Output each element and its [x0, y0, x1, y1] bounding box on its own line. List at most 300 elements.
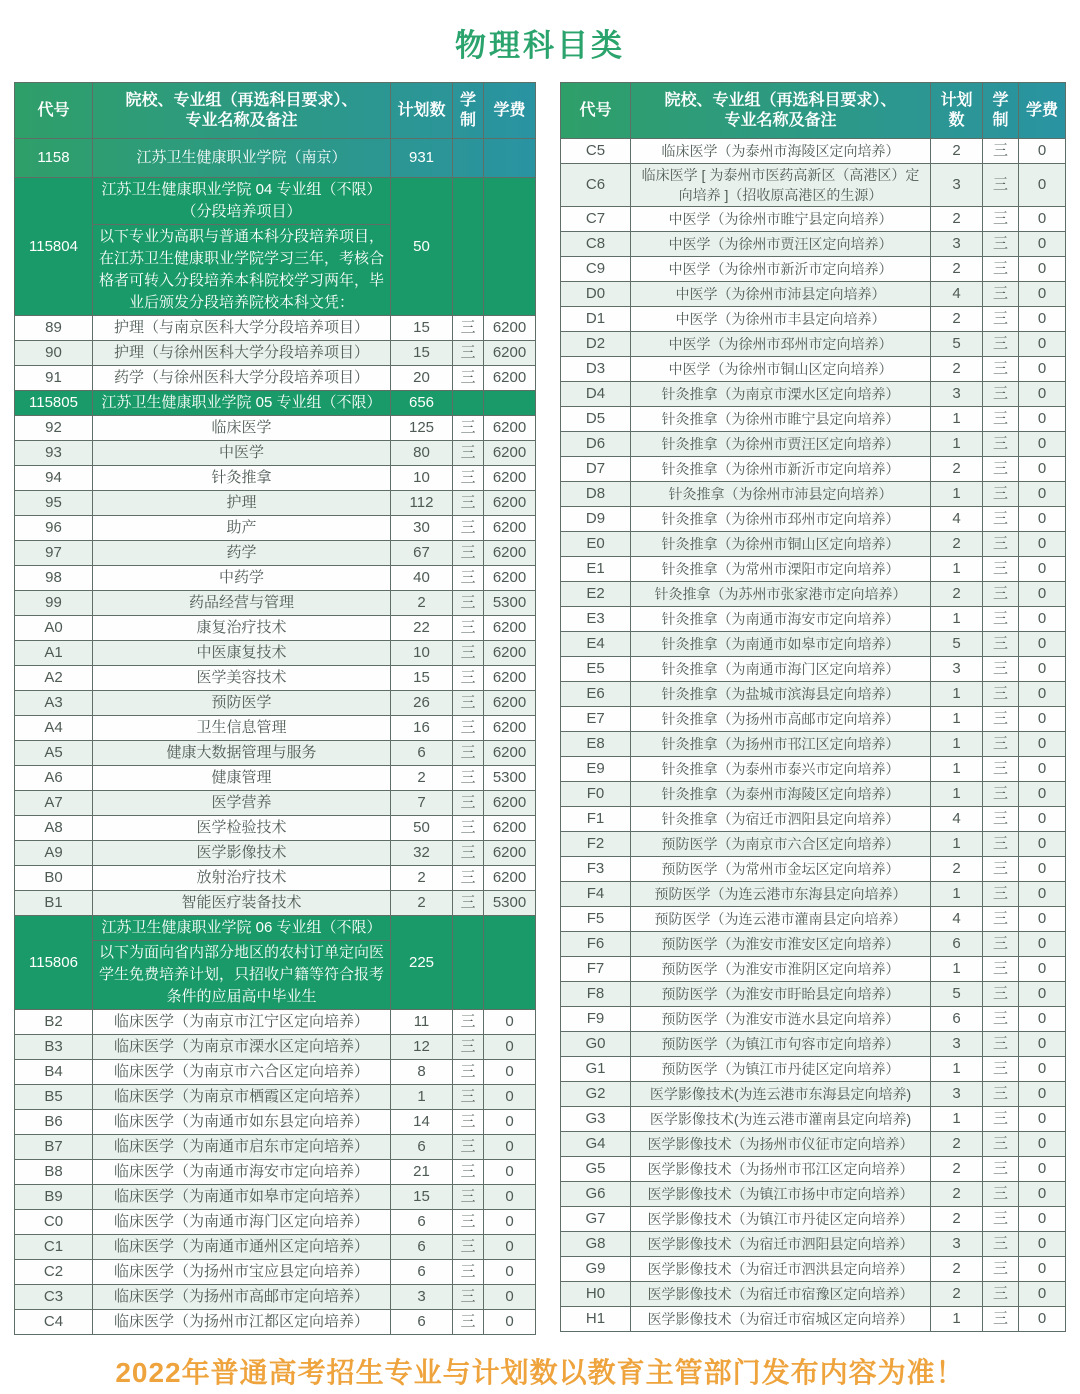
table-row: [561, 957, 1066, 982]
cell-plan: 3: [931, 1032, 983, 1057]
table-row: [561, 1007, 1066, 1032]
table-row: [561, 282, 1066, 307]
cell-plan: 26: [391, 691, 453, 716]
col-header-name: [93, 83, 391, 139]
table-row: [15, 516, 536, 541]
cell-fee: 0: [1019, 957, 1066, 982]
table-row: [561, 1282, 1066, 1307]
cell-years: 三: [453, 1060, 484, 1085]
cell-code: A1: [15, 641, 93, 666]
cell-years: 三: [983, 1307, 1019, 1332]
cell-fee: 0: [1019, 1307, 1066, 1332]
cell-fee: 0: [484, 1135, 536, 1160]
cell-plan: 5: [931, 632, 983, 657]
cell-plan: 10: [391, 641, 453, 666]
cell-code: G7: [561, 1207, 631, 1232]
cell-fee: 6200: [484, 416, 536, 441]
table-row: [15, 866, 536, 891]
cell-name: 中医康复技术: [93, 641, 391, 666]
table-row: [561, 582, 1066, 607]
cell-years: 三: [983, 732, 1019, 757]
cell-fee: 0: [1019, 1207, 1066, 1232]
cell-years: 三: [983, 482, 1019, 507]
cell-group-note: 以下专业为高职与普通本科分段培养项目，在江苏卫生健康职业学院学习三年，考核合格者可转入分段培养本科院校学习两年，毕业后颁发分段培养院校本科文凭：: [93, 225, 391, 316]
table-row: [15, 591, 536, 616]
cell-fee: 6200: [484, 641, 536, 666]
cell-years: 三: [983, 582, 1019, 607]
cell-code: A0: [15, 616, 93, 641]
cell-fee: 0: [1019, 557, 1066, 582]
cell-code: 115804: [15, 178, 93, 316]
cell-years: 三: [453, 541, 484, 566]
cell-years: 三: [453, 1210, 484, 1235]
cell-fee: 0: [1019, 807, 1066, 832]
left-header-row: [15, 83, 536, 139]
cell-years: 三: [983, 1182, 1019, 1207]
cell-name: 中医学（为徐州市邳州市定向培养）: [631, 332, 931, 357]
cell-plan: 67: [391, 541, 453, 566]
cell-code: F0: [561, 782, 631, 807]
cell-plan: 10: [391, 466, 453, 491]
cell-years: 三: [983, 857, 1019, 882]
cell-fee: 6200: [484, 466, 536, 491]
cell-code: D1: [561, 307, 631, 332]
cell-years: 三: [983, 407, 1019, 432]
cell-name: 医学影像技术(为连云港市灌南县定向培养): [631, 1107, 931, 1132]
cell-name: 预防医学（为连云港市灌南县定向培养）: [631, 907, 931, 932]
cell-fee: 6200: [484, 841, 536, 866]
cell-fee: [484, 178, 536, 316]
cell-name: 预防医学（为镇江市句容市定向培养）: [631, 1032, 931, 1057]
cell-fee: 0: [1019, 757, 1066, 782]
table-row: [15, 316, 536, 341]
cell-plan: 50: [391, 816, 453, 841]
cell-code: F4: [561, 882, 631, 907]
table-row: [15, 1260, 536, 1285]
cell-years: 三: [453, 316, 484, 341]
cell-fee: 0: [1019, 282, 1066, 307]
cell-fee: 6200: [484, 716, 536, 741]
cell-years: 三: [453, 766, 484, 791]
table-row: [15, 416, 536, 441]
table-row: [561, 857, 1066, 882]
cell-years: 三: [983, 982, 1019, 1007]
cell-fee: 5300: [484, 766, 536, 791]
cell-plan: 4: [931, 282, 983, 307]
cell-code: 93: [15, 441, 93, 466]
cell-plan: 2: [931, 1132, 983, 1157]
cell-name: 医学影像技术（为宿迁市泗阳县定向培养）: [631, 1232, 931, 1257]
cell-plan: 4: [931, 507, 983, 532]
cell-fee: 0: [1019, 207, 1066, 232]
cell-fee: 6200: [484, 516, 536, 541]
cell-years: 三: [983, 682, 1019, 707]
cell-name: 卫生信息管理: [93, 716, 391, 741]
cell-code: A9: [15, 841, 93, 866]
cell-code: E1: [561, 557, 631, 582]
cell-plan: 6: [391, 1260, 453, 1285]
cell-code: C3: [15, 1285, 93, 1310]
table-row: [15, 616, 536, 641]
table-row: [15, 541, 536, 566]
table-row: [561, 432, 1066, 457]
cell-code: D6: [561, 432, 631, 457]
cell-years: 三: [453, 591, 484, 616]
cell-name: 预防医学（为淮安市盱眙县定向培养）: [631, 982, 931, 1007]
cell-fee: 0: [1019, 782, 1066, 807]
cell-years: 三: [983, 507, 1019, 532]
cell-years: 三: [983, 457, 1019, 482]
cell-code: 95: [15, 491, 93, 516]
cell-name: 护理: [93, 491, 391, 516]
col-header-name: [631, 83, 931, 139]
cell-plan: 12: [391, 1035, 453, 1060]
cell-code: D9: [561, 507, 631, 532]
cell-name: 中医学（为徐州市沛县定向培养）: [631, 282, 931, 307]
cell-code: 115806: [15, 916, 93, 1010]
cell-years: 三: [453, 816, 484, 841]
cell-plan: 1: [391, 1085, 453, 1110]
cell-years: 三: [453, 516, 484, 541]
cell-code: C0: [15, 1210, 93, 1235]
cell-plan: 7: [391, 791, 453, 816]
cell-fee: 6200: [484, 341, 536, 366]
table-row: [15, 1060, 536, 1085]
cell-plan: 2: [931, 139, 983, 164]
cell-fee: 6200: [484, 541, 536, 566]
cell-fee: 0: [1019, 507, 1066, 532]
cell-name: 医学影像技术（为宿迁市宿豫区定向培养）: [631, 1282, 931, 1307]
cell-years: 三: [453, 716, 484, 741]
cell-plan: 80: [391, 441, 453, 466]
col-header-plan: 计划数: [931, 83, 983, 139]
cell-years: 三: [983, 957, 1019, 982]
cell-plan: 2: [931, 1182, 983, 1207]
group-row: [15, 178, 536, 225]
table-row: [15, 766, 536, 791]
cell-name: 医学影像技术: [93, 841, 391, 866]
cell-fee: 0: [1019, 1107, 1066, 1132]
cell-years: 三: [983, 807, 1019, 832]
table-row: [15, 1035, 536, 1060]
cell-plan: 2: [391, 891, 453, 916]
table-row: [561, 1207, 1066, 1232]
cell-code: C1: [15, 1235, 93, 1260]
cell-plan: 1: [931, 432, 983, 457]
cell-code: E2: [561, 582, 631, 607]
cell-code: G8: [561, 1232, 631, 1257]
table-row: [561, 757, 1066, 782]
cell-name: 针灸推拿（为泰州市泰兴市定向培养）: [631, 757, 931, 782]
cell-plan: 2: [391, 591, 453, 616]
cell-years: 三: [983, 332, 1019, 357]
cell-code: B7: [15, 1135, 93, 1160]
cell-code: G9: [561, 1257, 631, 1282]
cell-years: 三: [983, 1057, 1019, 1082]
cell-code: C7: [561, 207, 631, 232]
cell-name: 预防医学（为镇江市丹徒区定向培养）: [631, 1057, 931, 1082]
table-row: [561, 832, 1066, 857]
table-row: [561, 332, 1066, 357]
cell-code: 94: [15, 466, 93, 491]
table-row: [561, 382, 1066, 407]
table-row: [15, 441, 536, 466]
cell-years: 三: [453, 1310, 484, 1335]
cell-plan: 22: [391, 616, 453, 641]
cell-name: 临床医学（为南京市栖霞区定向培养）: [93, 1085, 391, 1110]
cell-fee: 0: [484, 1110, 536, 1135]
cell-years: 三: [983, 632, 1019, 657]
cell-code: C5: [561, 139, 631, 164]
cell-years: 三: [453, 491, 484, 516]
cell-name: 针灸推拿（为泰州市海陵区定向培养）: [631, 782, 931, 807]
cell-fee: 5300: [484, 591, 536, 616]
cell-years: 三: [983, 432, 1019, 457]
cell-fee: 0: [1019, 857, 1066, 882]
table-row: [561, 1307, 1066, 1332]
table-row: [561, 307, 1066, 332]
table-row: [15, 1285, 536, 1310]
cell-name: 预防医学（为淮安市淮安区定向培养）: [631, 932, 931, 957]
cell-fee: 0: [1019, 882, 1066, 907]
cell-years: 三: [983, 232, 1019, 257]
cell-fee: 0: [1019, 482, 1066, 507]
table-row: [561, 932, 1066, 957]
cell-name: 药学: [93, 541, 391, 566]
cell-name: 健康大数据管理与服务: [93, 741, 391, 766]
cell-code: D3: [561, 357, 631, 382]
cell-fee: 0: [1019, 1132, 1066, 1157]
cell-code: 89: [15, 316, 93, 341]
cell-fee: 0: [1019, 832, 1066, 857]
table-row: [561, 707, 1066, 732]
cell-name: 预防医学（为淮安市淮阴区定向培养）: [631, 957, 931, 982]
table-row: [561, 657, 1066, 682]
cell-fee: 0: [1019, 1157, 1066, 1182]
cell-code: A2: [15, 666, 93, 691]
table-row: [561, 207, 1066, 232]
cell-name: 医学营养: [93, 791, 391, 816]
cell-fee: 0: [1019, 1057, 1066, 1082]
cell-code: A3: [15, 691, 93, 716]
cell-plan: 2: [931, 1157, 983, 1182]
cell-years: 三: [983, 1207, 1019, 1232]
table-row: [561, 1232, 1066, 1257]
cell-fee: [484, 916, 536, 1010]
cell-name: 医学影像技术（为扬州市邗江区定向培养）: [631, 1157, 931, 1182]
cell-code: 96: [15, 516, 93, 541]
table-row: [15, 741, 536, 766]
cell-fee: 0: [1019, 607, 1066, 632]
table-row: [15, 891, 536, 916]
cell-name: 药学（与徐州医科大学分段培养项目）: [93, 366, 391, 391]
col-header-fee: 学费: [1019, 83, 1066, 139]
cell-fee: 0: [484, 1035, 536, 1060]
cell-name: 针灸推拿（为徐州市铜山区定向培养）: [631, 532, 931, 557]
col-header-name-line2: 专业名称及备注: [724, 111, 837, 129]
cell-fee: 6200: [484, 316, 536, 341]
col-header-years: 学制: [453, 83, 484, 139]
table-row: [561, 232, 1066, 257]
cell-code: B2: [15, 1010, 93, 1035]
cell-years: 三: [983, 532, 1019, 557]
table-row: [561, 1057, 1066, 1082]
cell-years: 三: [453, 566, 484, 591]
cell-years: 三: [453, 1135, 484, 1160]
cell-code: F9: [561, 1007, 631, 1032]
cell-years: 三: [453, 1160, 484, 1185]
cell-years: 三: [983, 882, 1019, 907]
cell-name: 临床医学（为扬州市高邮市定向培养）: [93, 1285, 391, 1310]
cell-plan: 15: [391, 1185, 453, 1210]
cell-name: 临床医学（为南通市通州区定向培养）: [93, 1235, 391, 1260]
cell-code: E3: [561, 607, 631, 632]
cell-years: 三: [983, 657, 1019, 682]
cell-years: 三: [983, 282, 1019, 307]
cell-code: 91: [15, 366, 93, 391]
cell-years: 三: [983, 164, 1019, 207]
table-row: [15, 341, 536, 366]
cell-code: B8: [15, 1160, 93, 1185]
cell-years: 三: [983, 382, 1019, 407]
table-row: [561, 882, 1066, 907]
cell-plan: 15: [391, 341, 453, 366]
cell-name: 江苏卫生健康职业学院（南京）: [93, 139, 391, 178]
cell-fee: 0: [1019, 707, 1066, 732]
cell-plan: 14: [391, 1110, 453, 1135]
cell-name: 针灸推拿（为盐城市滨海县定向培养）: [631, 682, 931, 707]
cell-years: 三: [453, 1110, 484, 1135]
left-admission-table: [14, 82, 536, 1335]
right-header-row: [561, 83, 1066, 139]
cell-plan: 2: [931, 357, 983, 382]
cell-fee: 0: [1019, 1182, 1066, 1207]
cell-code: B1: [15, 891, 93, 916]
cell-years: 三: [453, 366, 484, 391]
cell-plan: 3: [931, 164, 983, 207]
cell-plan: 6: [391, 1235, 453, 1260]
cell-years: 三: [983, 1257, 1019, 1282]
cell-plan: 6: [391, 741, 453, 766]
cell-fee: 0: [1019, 982, 1066, 1007]
table-row: [15, 491, 536, 516]
cell-years: 三: [983, 832, 1019, 857]
cell-name: 针灸推拿: [93, 466, 391, 491]
cell-code: B0: [15, 866, 93, 891]
cell-plan: 11: [391, 1010, 453, 1035]
cell-name: 临床医学（为南通市如皋市定向培养）: [93, 1185, 391, 1210]
col-header-plan: 计划数: [391, 83, 453, 139]
cell-code: B4: [15, 1060, 93, 1085]
cell-code: H0: [561, 1282, 631, 1307]
cell-fee: 6200: [484, 616, 536, 641]
table-row: [561, 632, 1066, 657]
table-row: [15, 1235, 536, 1260]
cell-name: 医学影像技术（为宿迁市宿城区定向培养）: [631, 1307, 931, 1332]
cell-code: D2: [561, 332, 631, 357]
cell-code: F8: [561, 982, 631, 1007]
school-row: [15, 139, 536, 178]
cell-years: 三: [983, 1282, 1019, 1307]
table-row: [561, 1132, 1066, 1157]
cell-name: 中医学: [93, 441, 391, 466]
cell-code: G4: [561, 1132, 631, 1157]
cell-plan: 125: [391, 416, 453, 441]
cell-plan: 1: [931, 732, 983, 757]
cell-years: 三: [983, 1107, 1019, 1132]
cell-code: E0: [561, 532, 631, 557]
cell-code: D0: [561, 282, 631, 307]
cell-fee: 0: [1019, 732, 1066, 757]
table-row: [561, 682, 1066, 707]
cell-fee: 6200: [484, 566, 536, 591]
cell-fee: 0: [1019, 657, 1066, 682]
cell-fee: [484, 139, 536, 178]
cell-code: F2: [561, 832, 631, 857]
cell-code: 99: [15, 591, 93, 616]
cell-group-title: 江苏卫生健康职业学院 06 专业组（不限）: [93, 916, 391, 941]
cell-name: 临床医学: [93, 416, 391, 441]
cell-plan: 50: [391, 178, 453, 316]
cell-fee: 6200: [484, 491, 536, 516]
cell-group-title: 江苏卫生健康职业学院 04 专业组（不限）（分段培养项目）: [93, 178, 391, 225]
cell-plan: 1: [931, 832, 983, 857]
cell-plan: 225: [391, 916, 453, 1010]
cell-code: D8: [561, 482, 631, 507]
cell-fee: 0: [1019, 382, 1066, 407]
cell-years: 三: [983, 207, 1019, 232]
cell-years: 三: [983, 707, 1019, 732]
cell-fee: 0: [484, 1160, 536, 1185]
table-row: [15, 366, 536, 391]
cell-code: G1: [561, 1057, 631, 1082]
footer-notice: 2022年普通高考招生专业与计划数以教育主管部门发布内容为准！: [115, 1357, 965, 1388]
table-row: [15, 1085, 536, 1110]
cell-code: F5: [561, 907, 631, 932]
cell-plan: 1: [931, 957, 983, 982]
table-row: [561, 139, 1066, 164]
group-row: [15, 391, 536, 416]
cell-fee: 0: [484, 1260, 536, 1285]
table-row: [15, 1310, 536, 1335]
cell-name: 护理（与徐州医科大学分段培养项目）: [93, 341, 391, 366]
table-row: [15, 1210, 536, 1235]
cell-years: 三: [983, 557, 1019, 582]
cell-plan: 1: [931, 557, 983, 582]
cell-plan: 931: [391, 139, 453, 178]
cell-years: 三: [453, 891, 484, 916]
cell-plan: 1: [931, 782, 983, 807]
cell-name: 针灸推拿（为常州市溧阳市定向培养）: [631, 557, 931, 582]
cell-fee: 0: [1019, 164, 1066, 207]
table-row: [561, 1107, 1066, 1132]
cell-code: 97: [15, 541, 93, 566]
cell-plan: 2: [931, 457, 983, 482]
cell-plan: 3: [931, 232, 983, 257]
cell-fee: 0: [1019, 407, 1066, 432]
cell-code: G5: [561, 1157, 631, 1182]
group-row: [15, 916, 536, 941]
cell-fee: 0: [484, 1285, 536, 1310]
col-header-code: 代号: [561, 83, 631, 139]
cell-plan: 1: [931, 1057, 983, 1082]
cell-name: 针灸推拿（为徐州市新沂市定向培养）: [631, 457, 931, 482]
cell-name: 临床医学（为南通市启东市定向培养）: [93, 1135, 391, 1160]
cell-years: 三: [983, 1082, 1019, 1107]
cell-plan: 656: [391, 391, 453, 416]
table-row: [15, 641, 536, 666]
cell-plan: 8: [391, 1060, 453, 1085]
